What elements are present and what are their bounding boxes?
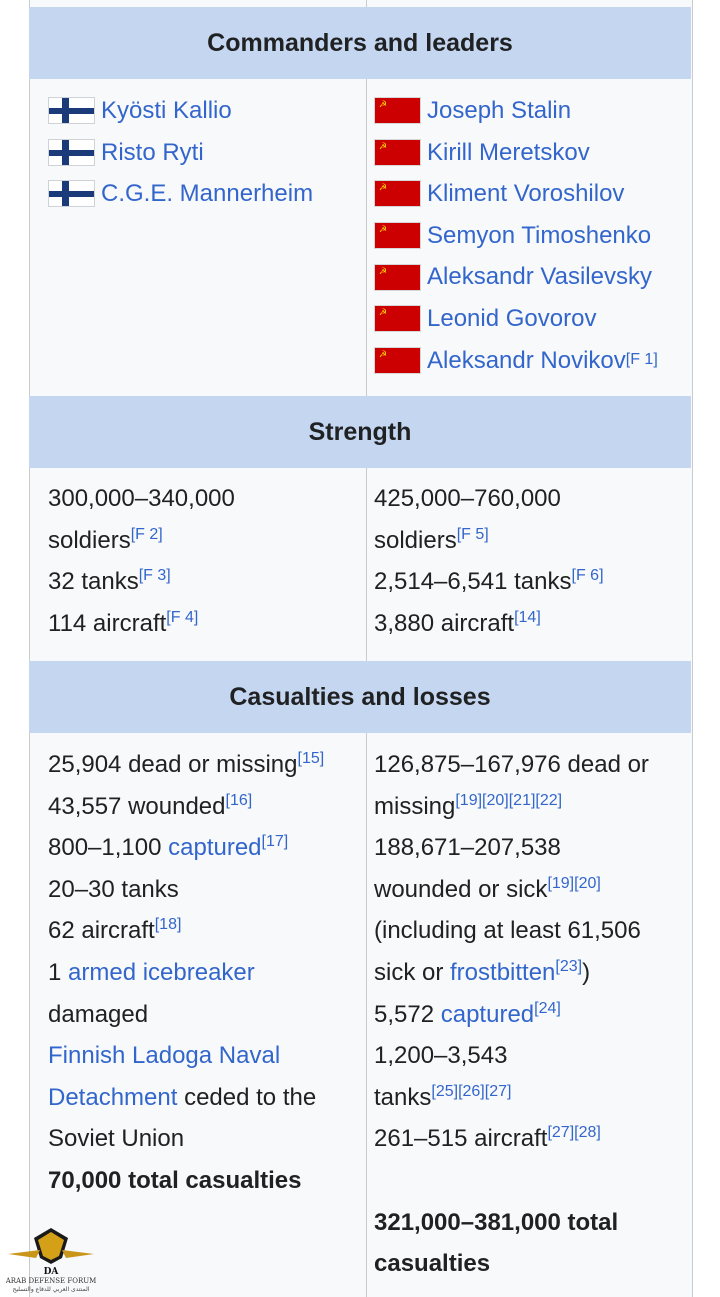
casualties-wounded: 43,557 wounded bbox=[48, 792, 226, 820]
commander-item[interactable] bbox=[374, 256, 680, 298]
strength-tanks: 32 tanks bbox=[48, 568, 139, 596]
footnote-ref[interactable]: [18] bbox=[154, 916, 182, 934]
casualties-tanks: 1,200–3,543 bbox=[374, 1042, 508, 1070]
strength-soviet bbox=[374, 478, 680, 644]
commander-link[interactable]: C.G.E. Mannerheim bbox=[101, 180, 314, 208]
footnote-ref[interactable]: [17] bbox=[261, 833, 289, 851]
casualties-dead: 126,875–167,976 dead or bbox=[374, 751, 649, 778]
casualties-tanks-label: tanks bbox=[374, 1083, 432, 1111]
naval-ceded-text: Soviet Union bbox=[48, 1125, 185, 1153]
casualties-finland bbox=[48, 744, 360, 1202]
casualties-dead: 25,904 dead or missing bbox=[48, 751, 298, 778]
column-divider bbox=[366, 733, 367, 1297]
commanders-soviet bbox=[374, 90, 680, 381]
armed-icebreaker-link[interactable]: armed icebreaker bbox=[68, 958, 255, 986]
forum-logo bbox=[6, 1220, 96, 1295]
footnote-ref[interactable]: [F 4] bbox=[166, 608, 199, 626]
casualties-total: 321,000–381,000 total bbox=[374, 1208, 619, 1236]
footnote-ref[interactable]: [F 6] bbox=[571, 567, 604, 585]
footnote-ref[interactable]: [24] bbox=[534, 999, 561, 1017]
column-divider bbox=[366, 79, 367, 396]
casualties-dead-label: missing bbox=[374, 792, 456, 820]
commander-link[interactable]: Aleksandr Vasilevsky bbox=[427, 263, 652, 291]
strength-tanks: 2,514–6,541 tanks bbox=[374, 568, 572, 596]
commander-link[interactable]: Kliment Voroshilov bbox=[427, 180, 625, 208]
strength-finland bbox=[48, 478, 360, 644]
footnote-ref[interactable]: [14] bbox=[514, 608, 541, 626]
commander-link[interactable]: Semyon Timoshenko bbox=[427, 221, 652, 249]
casualties-captured-count: 5,572 bbox=[374, 1000, 441, 1028]
commander-item[interactable] bbox=[48, 132, 360, 174]
icebreaker-status: damaged bbox=[48, 1000, 149, 1028]
icebreaker-count: 1 bbox=[48, 958, 69, 986]
footnote-ref[interactable]: [F 5] bbox=[456, 525, 489, 543]
casualties-wounded: 188,671–207,538 bbox=[374, 834, 561, 862]
casualties-aircraft: 62 aircraft bbox=[48, 917, 155, 945]
casualties-tanks: 20–30 tanks bbox=[48, 875, 179, 903]
commander-item[interactable] bbox=[374, 132, 680, 174]
soviet-flag-icon: ☭ bbox=[374, 264, 421, 291]
soviet-flag-icon: ☭ bbox=[374, 347, 421, 374]
strength-soldiers: 300,000–340,000 bbox=[48, 485, 235, 512]
soviet-flag-icon: ☭ bbox=[374, 222, 421, 249]
logo-initials: DA bbox=[43, 1267, 59, 1277]
closing-paren: ) bbox=[582, 958, 591, 986]
ladoga-detachment-link[interactable]: Finnish Ladoga Naval bbox=[48, 1042, 281, 1070]
casualties-soviet bbox=[374, 744, 680, 1285]
commander-link[interactable]: Kirill Meretskov bbox=[427, 138, 590, 166]
finland-flag-icon bbox=[48, 180, 95, 207]
footnote-ref[interactable]: [23] bbox=[555, 957, 583, 975]
commander-link[interactable]: Aleksandr Novikov bbox=[427, 346, 626, 374]
casualties-captured-count: 800–1,100 bbox=[48, 834, 169, 862]
commander-item[interactable] bbox=[374, 90, 680, 132]
casualties-header: Casualties and losses bbox=[29, 661, 691, 733]
footnote-ref[interactable]: [F 3] bbox=[138, 567, 171, 585]
soviet-flag-icon: ☭ bbox=[374, 180, 421, 207]
strength-aircraft: 114 aircraft bbox=[48, 609, 167, 637]
footnote-ref[interactable]: [25][26][27] bbox=[431, 1082, 512, 1100]
commanders-header: Commanders and leaders bbox=[29, 7, 691, 79]
column-divider bbox=[366, 0, 367, 7]
soviet-flag-icon: ☭ bbox=[374, 305, 421, 332]
logo-forum-name: ARAB DEFENSE FORUM bbox=[6, 1277, 96, 1285]
commander-item[interactable] bbox=[48, 90, 360, 132]
strength-soldiers: 425,000–760,000 bbox=[374, 485, 561, 512]
commander-link[interactable]: Joseph Stalin bbox=[427, 97, 572, 124]
captured-link[interactable]: captured bbox=[440, 1000, 535, 1028]
captured-link[interactable]: captured bbox=[168, 834, 262, 862]
commander-item[interactable] bbox=[374, 173, 680, 215]
footnote-ref[interactable]: [F 2] bbox=[130, 525, 163, 543]
frostbitten-link[interactable]: frostbitten bbox=[450, 958, 556, 986]
ladoga-detachment-link[interactable]: Detachment bbox=[48, 1083, 178, 1111]
strength-header: Strength bbox=[29, 396, 691, 468]
commander-item[interactable] bbox=[374, 215, 680, 257]
strength-soldiers-label: soldiers bbox=[48, 526, 131, 554]
casualties-sick: sick or bbox=[374, 958, 451, 986]
strength-soldiers-label: soldiers bbox=[374, 526, 457, 554]
logo-forum-name-ar: المنتدى العربي للدفاع والتسليح bbox=[12, 1286, 90, 1293]
footnote-ref[interactable]: [19][20][21][22] bbox=[455, 791, 563, 809]
commander-link[interactable]: Risto Ryti bbox=[101, 138, 204, 166]
commander-item[interactable]: ☭ Aleksandr Novikov [F 1] bbox=[374, 340, 680, 382]
casualties-total: 70,000 total casualties bbox=[48, 1166, 302, 1194]
commander-link[interactable]: Leonid Govorov bbox=[427, 304, 597, 332]
naval-ceded-text: ceded to the bbox=[177, 1083, 317, 1111]
strength-aircraft: 3,880 aircraft bbox=[374, 609, 515, 637]
casualties-aircraft: 261–515 aircraft bbox=[374, 1125, 548, 1153]
footnote-ref[interactable]: [15] bbox=[297, 750, 325, 767]
soviet-flag-icon: ☭ bbox=[374, 97, 421, 124]
commander-link[interactable]: Kyösti Kallio bbox=[101, 97, 232, 124]
footnote-ref[interactable]: [19][20] bbox=[547, 874, 601, 892]
casualties-total-label: casualties bbox=[374, 1250, 491, 1278]
commanders-finland bbox=[48, 90, 360, 215]
soviet-flag-icon: ☭ bbox=[374, 139, 421, 166]
casualties-including: (including at least 61,506 bbox=[374, 917, 641, 945]
commander-item[interactable] bbox=[374, 298, 680, 340]
finland-flag-icon bbox=[48, 139, 95, 166]
footnote-ref[interactable]: [27][28] bbox=[547, 1124, 601, 1142]
footnote-ref[interactable]: [16] bbox=[225, 791, 253, 809]
commander-item[interactable] bbox=[48, 173, 360, 215]
column-divider bbox=[366, 468, 367, 661]
finland-flag-icon bbox=[48, 97, 95, 124]
casualties-wounded-label: wounded or sick bbox=[374, 875, 548, 903]
